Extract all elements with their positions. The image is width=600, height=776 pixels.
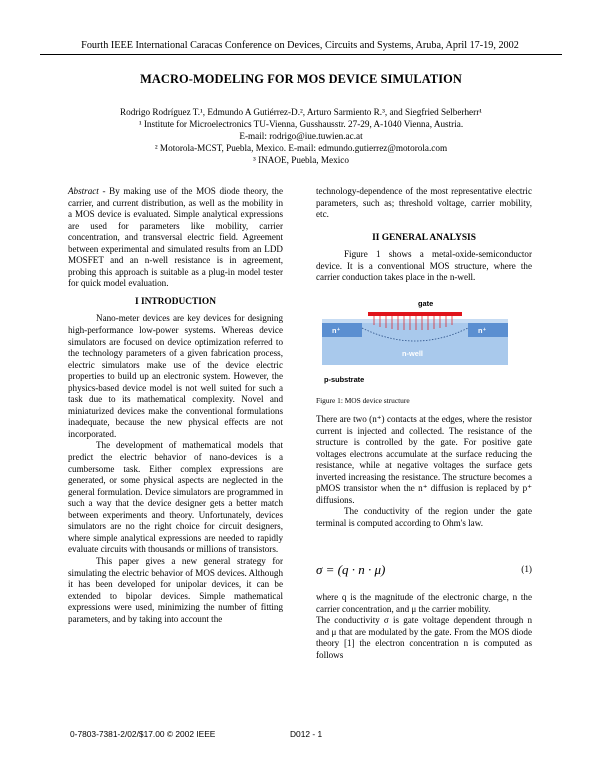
- analysis-paragraph-2: There are two (n⁺) contacts at the edges, where the resistor current is injected and collected. The resistance of the structure is controlled by the gate. For positive gate voltages electrons accumulate at the surface reducing the resistance, while at negative voltages the surface gets inverted increasing the resistance. The structure becomes a pMOS transistor when the n⁺ diffusion is replaced by p⁺ diffusions.: [316, 414, 532, 505]
- p-substrate-label: p-substrate: [324, 375, 365, 384]
- header-rule: [40, 54, 562, 55]
- continuation-paragraph: technology-dependence of the most representative electric parameters, such as; threshold voltage, carrier mobility, etc.: [316, 186, 532, 220]
- author-block: [40, 106, 562, 166]
- email-1: E-mail: rodrigo@iue.tuwien.ac.at: [239, 131, 363, 142]
- analysis-paragraph-1: Figure 1 shows a metal-oxide-semiconductor device. It is a conventional MOS structure, where the carrier conduction takes place in the n-well.: [316, 249, 532, 283]
- left-column: [68, 186, 283, 625]
- right-column-top: [316, 186, 532, 284]
- section-heading-general-analysis: II GENERAL ANALYSIS: [372, 232, 476, 243]
- n-well-label: n-well: [402, 349, 423, 358]
- equation-text: σ = (q · n · μ): [316, 562, 386, 577]
- n-plus-contact-right: [468, 323, 508, 337]
- abstract-text: - By making use of the MOS diode theory, the carrier, and current distribution, as well as the mobility in a MOS device is evaluated. Simple analytical expressions are used for parameters like mobility, carrier concentration, and transversal electric field. Agreement between experimental and simulated results from an LDD MOSFET and an n-well resistance is in agreement, probing this approach is suitable as a plug-in model tester for quick model evaluation.: [68, 186, 283, 289]
- intro-paragraph-1: Nano-meter devices are key devices for designing high-performance low-power systems. Whereas device simulators are focused on device optimization referred to the technology parameters of a given fabrication process, electric simulators make use of the device electric properties to build up an electronic system. However, the physics-based device model is not well suited for such a task due to its mathematical complexity. Novel and miniaturized devices make the conventional formulations inadequate, because the new physical effects are not incorporated.: [68, 313, 283, 439]
- gate-label: gate: [418, 299, 434, 308]
- equation-1: [316, 562, 532, 582]
- section-heading-introduction: I INTRODUCTION: [134, 296, 216, 307]
- affiliation-2: ² Motorola-MCST, Puebla, Mexico. E-mail: edmundo.gutierrez@motorola.com: [154, 143, 448, 154]
- footer-page-id: D012 - 1: [290, 729, 323, 739]
- affiliation-3: ³ INAOE, Puebla, Mexico: [253, 155, 349, 166]
- equation-number: (1): [521, 564, 532, 574]
- gate-oxide: [322, 319, 508, 323]
- author-names: Rodrigo Rodríguez T.¹, Edmundo A Gutiérrez-D.², Arturo Sarmiento R.³, and Siegfried Selberherr¹: [119, 107, 483, 117]
- intro-paragraph-2: The development of mathematical models that predict the electric behavior of nano-devices is a cumbersome task. Either complex expressions are generated, or some physical aspects are neglected in the general formulation. Device simulators are programmed in such a way that the device designer gets a better match between experiments and theory. Unfortunately, devices simulators are no the right choice for circuit designers, where simple analytical expressions are needed to rapidly evaluate circuits with thousands or millions of transistors.: [68, 440, 283, 555]
- figure-caption: Figure 1: MOS device structure: [316, 396, 410, 405]
- affiliation-1: ¹ Institute for Microelectronics TU-Vienna, Gusshausstr. 27-29, A-1040 Vienna, Austria.: [138, 119, 464, 130]
- paper-title: MACRO-MODELING FOR MOS DEVICE SIMULATION: [140, 72, 462, 86]
- gate-electrode: [368, 312, 462, 316]
- intro-paragraph-3: This paper gives a new general strategy for simulating the electric behavior of MOS devices. Although it has been developed for unipolar devices, it can be extended to bipolar devices. Simple mathematical expressions were used, minimizing the number of fitting parameters, and by taking into account the: [68, 555, 283, 624]
- right-column-bottom: [316, 414, 532, 529]
- abstract-paragraph: [68, 186, 283, 290]
- abstract-label: Abstract: [68, 186, 99, 196]
- analysis-paragraph-3: The conductivity of the region under the gate terminal is computed according to Ohm's law.: [316, 506, 532, 528]
- n-plus-label-left: n⁺: [332, 326, 341, 335]
- n-plus-label-right: n⁺: [478, 326, 487, 335]
- running-header: Fourth IEEE International Caracas Conference on Devices, Circuits and Systems, Aruba, April 17-19, 2002: [81, 40, 519, 51]
- right-column-end: [316, 592, 532, 661]
- mos-device-figure: [320, 294, 510, 388]
- footer-isbn: 0-7803-7381-2/02/$17.00 © 2002 IEEE: [70, 729, 216, 739]
- analysis-paragraph-5: The conductivity σ is gate voltage dependent through n and μ that are modulated by the gate. From the MOS diode theory [1] the electron concentration n is computed as follows: [316, 615, 532, 660]
- analysis-paragraph-4: where q is the magnitude of the electronic charge, n the carrier concentration, and μ the carrier mobility.: [316, 592, 532, 614]
- n-plus-contact-left: [322, 323, 362, 337]
